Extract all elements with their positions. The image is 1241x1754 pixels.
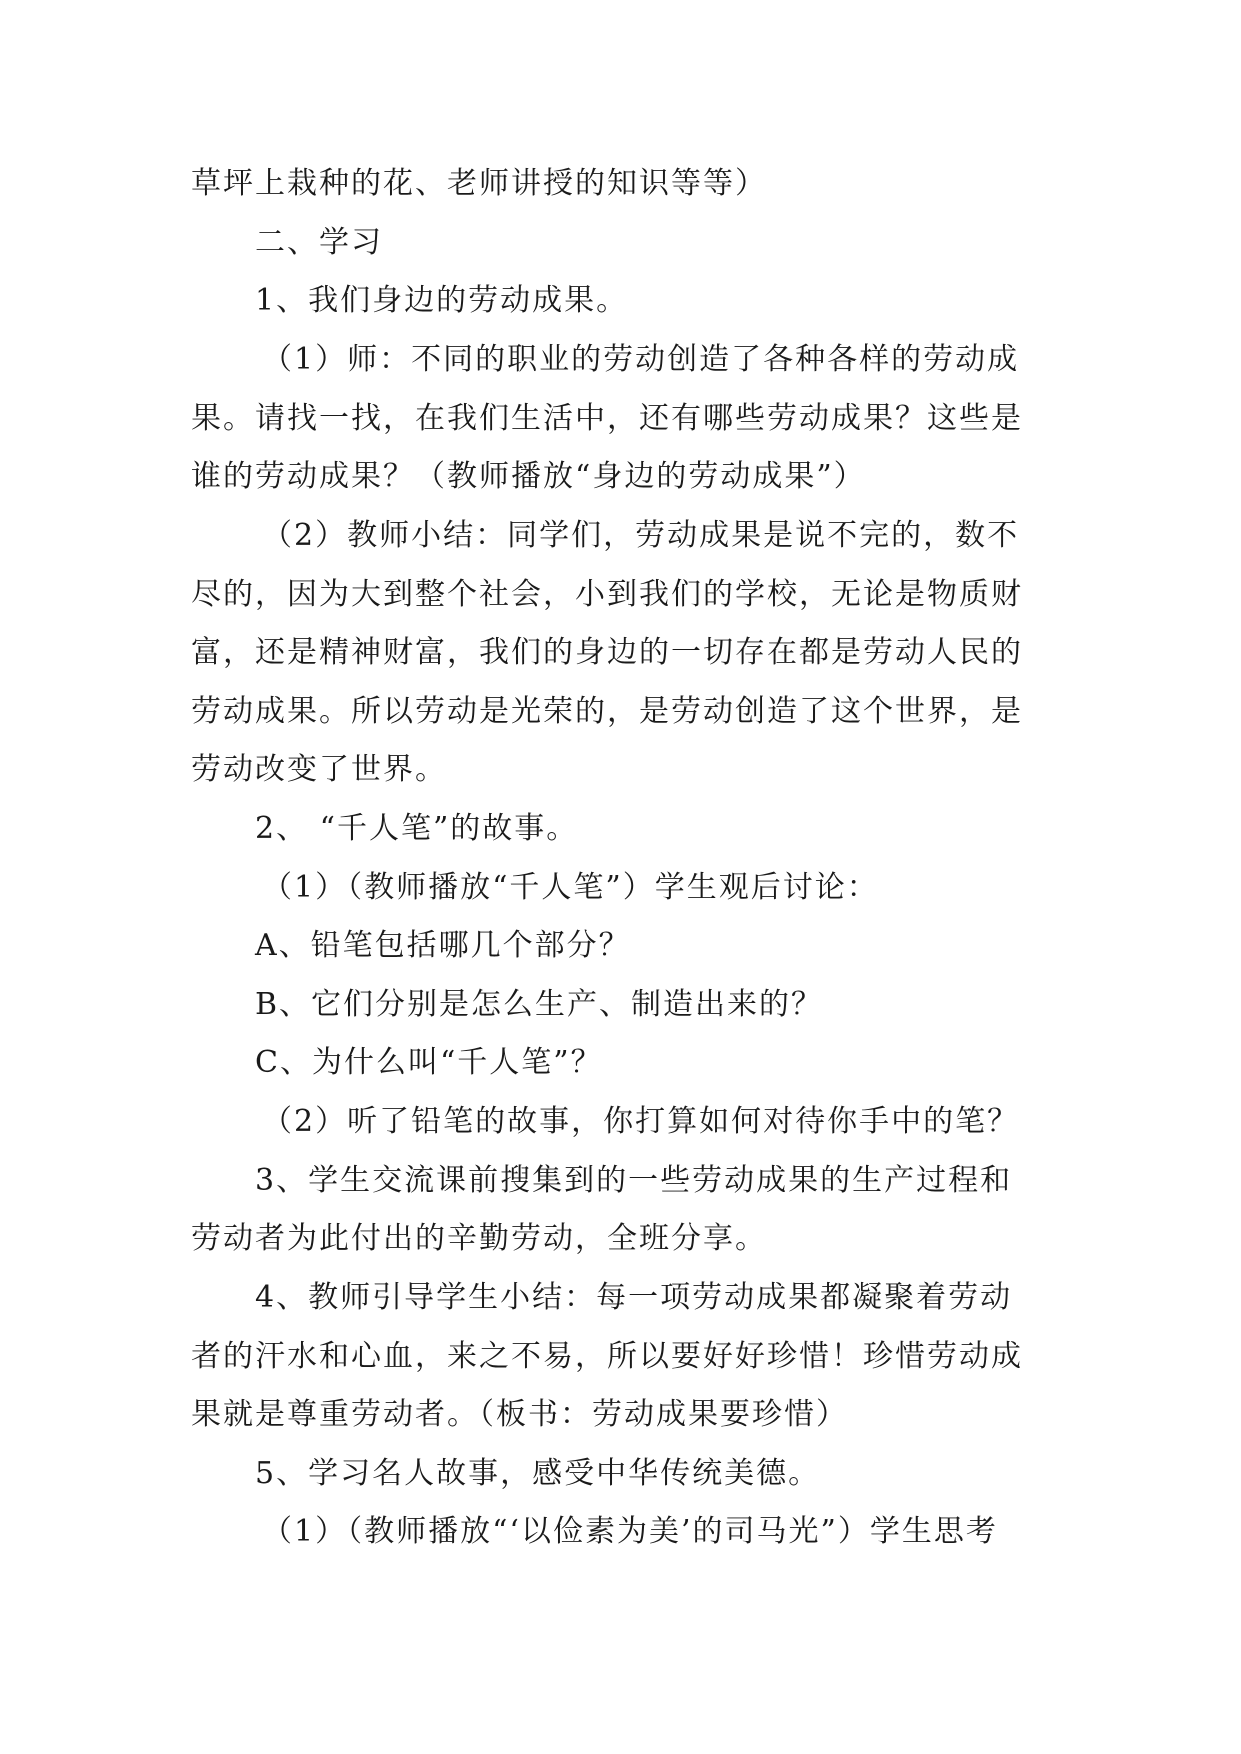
text-line: （1）（教师播放“‘以俭素为美’的司马光”）学生思考 xyxy=(262,1514,998,1549)
text-line: 3、学生交流课前搜集到的一些劳动成果的生产过程和 xyxy=(255,1163,1013,1198)
text-line: 富，还是精神财富，我们的身边的一切存在都是劳动人民的 xyxy=(191,635,1023,670)
list-item: C、为什么叫“千人笔”？ xyxy=(255,1045,603,1080)
text-line: （1）（教师播放“千人笔”）学生观后讨论： xyxy=(262,870,879,905)
text-line: 草坪上栽种的花、老师讲授的知识等等） xyxy=(191,166,767,201)
subsection-heading: 5、学习名人故事，感受中华传统美德。 xyxy=(255,1456,821,1491)
text-line: （2）听了铅笔的故事，你打算如何对待你手中的笔？ xyxy=(262,1104,1020,1139)
list-item: B、它们分别是怎么生产、制造出来的？ xyxy=(255,987,824,1022)
section-heading: 二、学习 xyxy=(255,225,383,260)
text-line: 果。请找一找，在我们生活中，还有哪些劳动成果？这些是 xyxy=(191,401,1023,436)
list-item: A、铅笔包括哪几个部分？ xyxy=(255,928,631,963)
text-line: 者的汗水和心血，来之不易，所以要好好珍惜！珍惜劳动成 xyxy=(191,1339,1023,1374)
subsection-heading: 1、我们身边的劳动成果。 xyxy=(255,283,629,318)
subsection-heading: 2、 “千人笔”的故事。 xyxy=(255,811,579,846)
text-line: （1）师：不同的职业的劳动创造了各种各样的劳动成 xyxy=(262,342,1020,377)
text-line: 劳动成果。所以劳动是光荣的，是劳动创造了这个世界，是 xyxy=(191,694,1023,729)
text-line: 尽的，因为大到整个社会，小到我们的学校，无论是物质财 xyxy=(191,577,1023,612)
text-line: 4、教师引导学生小结：每一项劳动成果都凝聚着劳动 xyxy=(255,1280,1013,1315)
text-line: 谁的劳动成果？（教师播放“身边的劳动成果”） xyxy=(191,459,866,494)
text-line: 劳动改变了世界。 xyxy=(191,752,447,787)
text-line: （2）教师小结：同学们，劳动成果是说不完的，数不 xyxy=(262,518,1020,553)
text-line: 劳动者为此付出的辛勤劳动，全班分享。 xyxy=(191,1221,767,1256)
text-line: 果就是尊重劳动者。（板书：劳动成果要珍惜） xyxy=(191,1397,848,1432)
